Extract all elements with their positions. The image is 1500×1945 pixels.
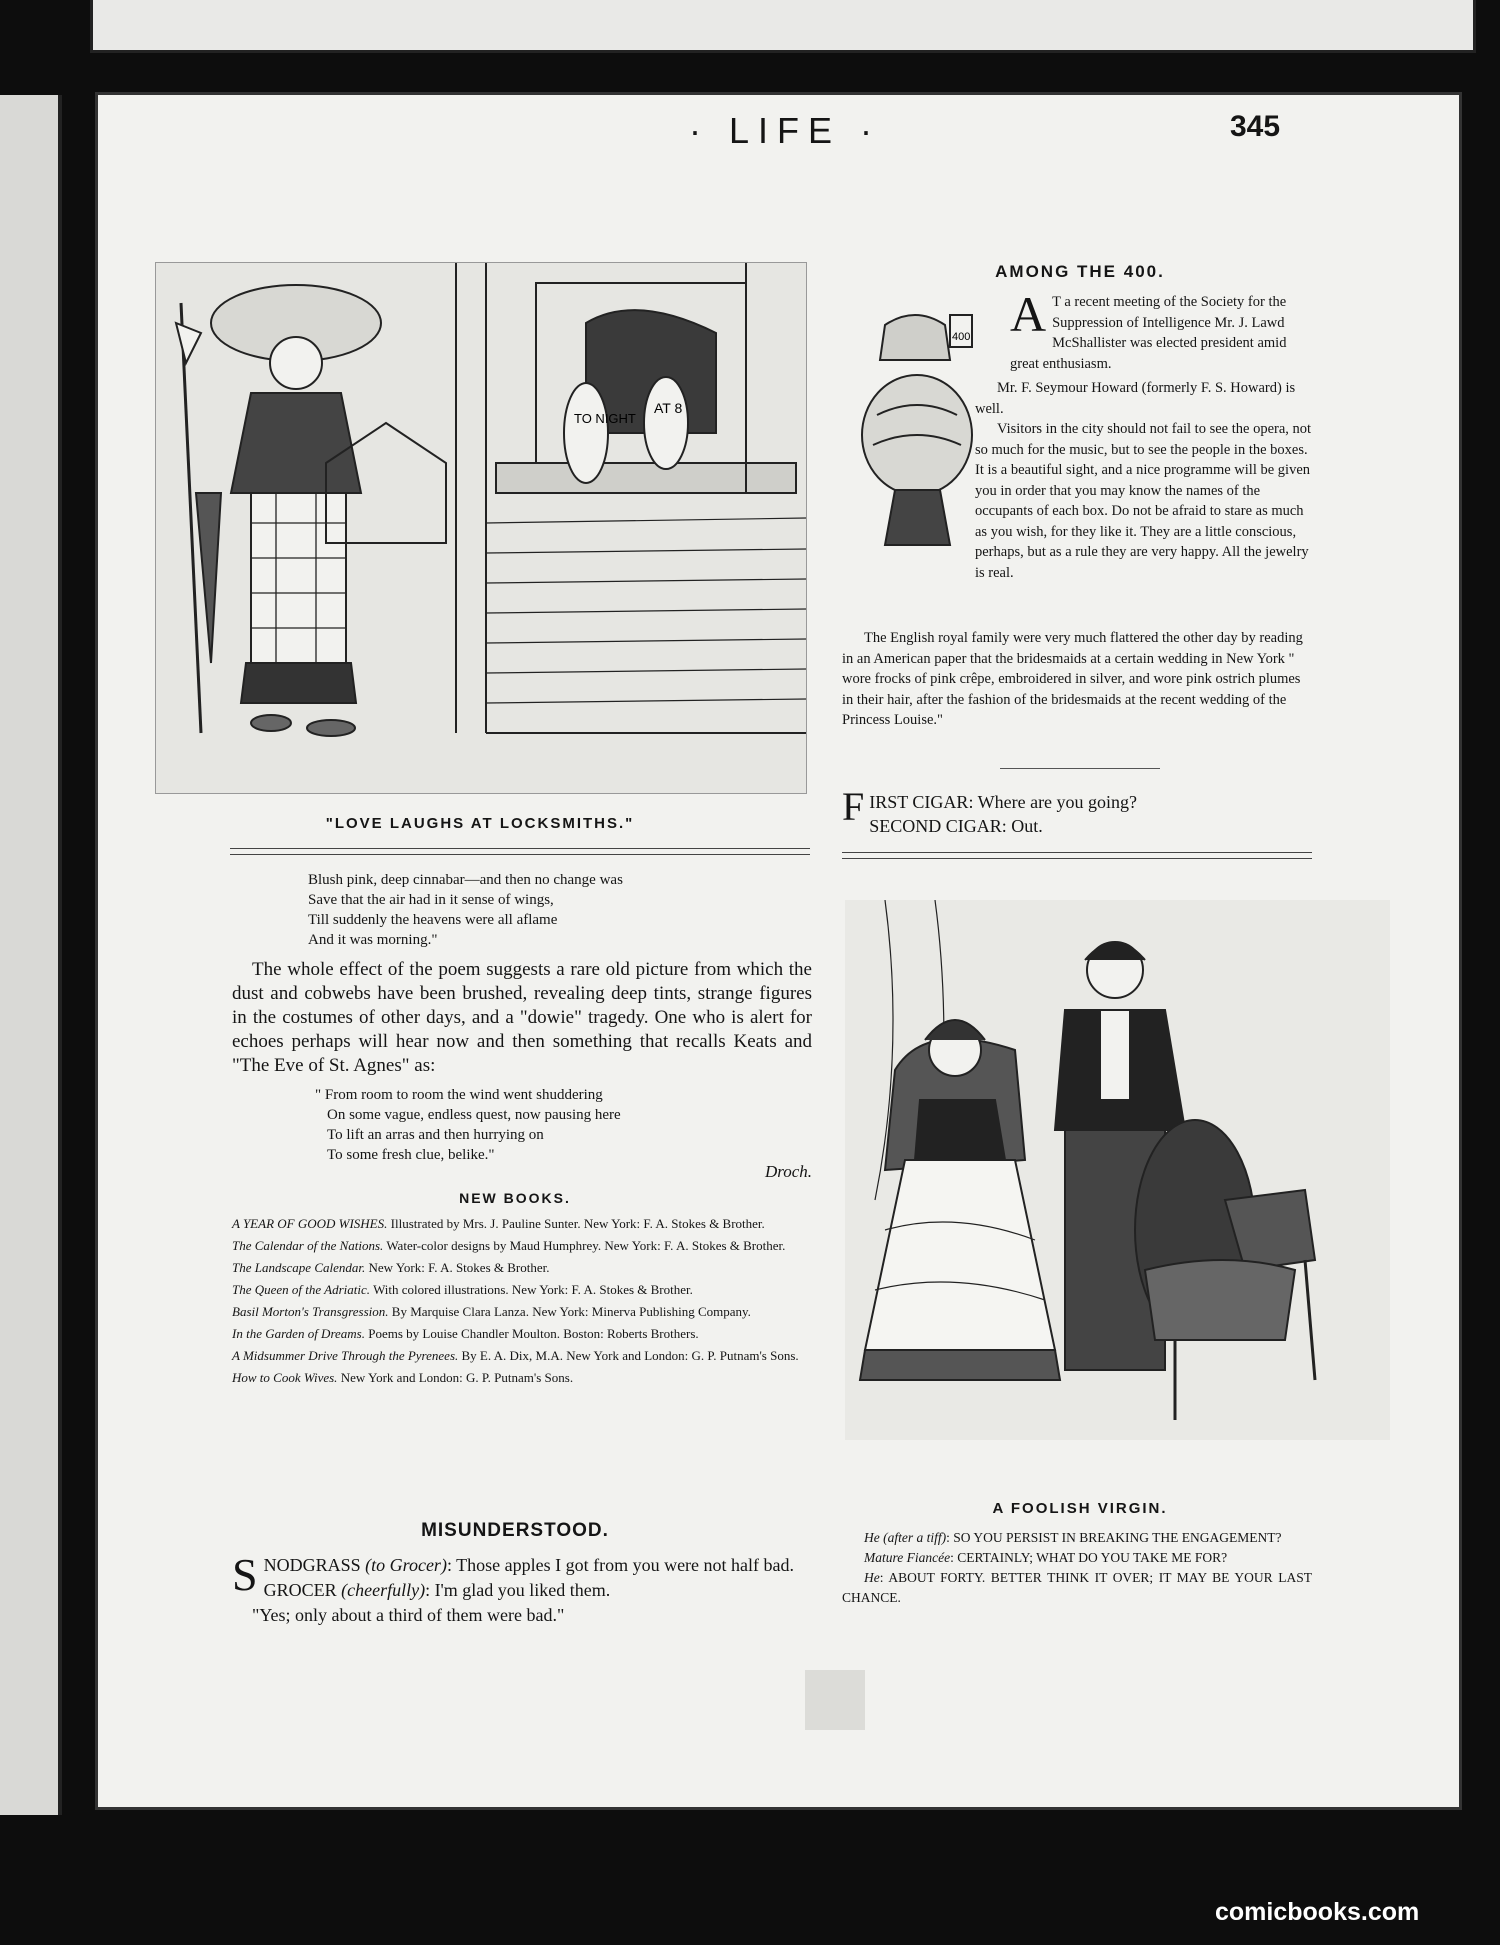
sign-at-8: AT 8 bbox=[654, 400, 683, 416]
adjacent-page-left bbox=[0, 95, 62, 1815]
rule-left-1 bbox=[230, 848, 810, 855]
book-item: In the Garden of Dreams. Poems by Louise Chandler Moulton. Boston: Roberts Brothers. bbox=[232, 1326, 699, 1341]
drop-cap-a: A bbox=[1010, 286, 1047, 342]
book-item: How to Cook Wives. New York and London: G. P. Putnam's Sons. bbox=[232, 1370, 574, 1385]
fv-line-1: He (after a tiff): SO YOU PERSIST IN BREAKING THE ENGAGEMENT? bbox=[864, 1530, 1282, 1545]
book-item: The Landscape Calendar. New York: F. A. Stokes & Brother. bbox=[232, 1260, 550, 1275]
book-item: The Queen of the Adriatic. With colored illustrations. New York: F. A. Stokes & Brother. bbox=[232, 1282, 693, 1297]
among-400-text-bottom bbox=[842, 628, 1312, 731]
among-400-p2: Mr. F. Seymour Howard (formerly F. S. Howard) is well. bbox=[975, 380, 1296, 417]
among-400-text-main bbox=[975, 378, 1312, 583]
review-body: The whole effect of the poem suggests a rare old picture from which the dust and cobwebs have been brushed, revealing deep tints, strange figures in the costumes of other days, and a "dowie" tragedy. One who is alert for echoes perhaps will hear now and then something that recalls Keats and "The Eve of St. Agnes" as: bbox=[232, 959, 812, 1076]
helmet-drawing bbox=[855, 305, 985, 555]
review-signature: Droch. bbox=[764, 1162, 812, 1181]
masthead: · LIFE · bbox=[688, 110, 881, 151]
foolish-virgin-dialogue bbox=[842, 1528, 1312, 1608]
book-item: A Midsummer Drive Through the Pyrenees. By E. A. Dix, M.A. New York and London: G. P. Putnam's Sons. bbox=[232, 1348, 799, 1363]
poem-2: " From room to room the wind went shuddering On some vague, endless quest, now pausing here To lift an arras and then hurrying on To some fresh clue, belike." bbox=[315, 1087, 621, 1163]
book-item: The Calendar of the Nations. Water-color designs by Maud Humphrey. New York: F. A. Stokes & Brother. bbox=[232, 1238, 786, 1253]
misunderstood-line-1: S NODGRASS (to Grocer): Those apples I got from you were not half bad. bbox=[232, 1549, 795, 1600]
book-item: Basil Morton's Transgression. By Marquise Clara Lanza. New York: Minerva Publishing Company. bbox=[232, 1304, 751, 1319]
caption-locksmiths: "LOVE LAUGHS AT LOCKSMITHS." bbox=[325, 815, 635, 832]
fv-line-3: He: ABOUT FORTY. BETTER THINK IT OVER; IT MAY BE YOUR LAST CHANCE. bbox=[842, 1570, 1312, 1605]
page-number: 345 bbox=[1230, 110, 1281, 143]
cigar-line-1: IRST CIGAR: Where are you going? bbox=[869, 792, 1138, 812]
adjacent-page-top bbox=[90, 0, 1476, 53]
poem-1: Blush pink, deep cinnabar—and then no change was Save that the air had in it sense of wings, Till suddenly the heavens were all aflame And it was morning." bbox=[308, 872, 623, 948]
misunderstood-title: MISUNDERSTOOD. bbox=[421, 1520, 609, 1541]
misunderstood-line-2: GROCER (cheerfully): I'm glad you liked them. bbox=[263, 1580, 611, 1600]
misunderstood-dialogue bbox=[232, 1549, 812, 1628]
helmet-illustration bbox=[855, 305, 985, 555]
cigar-joke bbox=[842, 784, 1312, 838]
drop-cap-s: S bbox=[232, 1549, 258, 1600]
illustration-foolish-virgin bbox=[845, 900, 1390, 1440]
among-400-p4: The English royal family were very much flattered the other day by reading in an American paper that the bridesmaids at a certain wedding in New York " wore frocks of pink crêpe, embroidered in silver, and wore pink ostrich plumes in their hair, after the fashion of the bridesmaids at the recent wedding of the Princess Louise." bbox=[842, 630, 1303, 728]
drop-cap-f: F bbox=[842, 784, 865, 829]
rule-right-1 bbox=[842, 852, 1312, 859]
among-400-title: AMONG THE 400. bbox=[995, 262, 1165, 281]
paper-stain bbox=[805, 1670, 865, 1730]
caption-foolish-virgin: A FOOLISH VIRGIN. bbox=[992, 1500, 1168, 1517]
misunderstood-line-3: "Yes; only about a third of them were bad." bbox=[252, 1605, 565, 1625]
fv-line-2: Mature Fiancée: CERTAINLY; WHAT DO YOU TAKE ME FOR? bbox=[864, 1550, 1228, 1565]
cartoon-locksmiths-drawing bbox=[156, 263, 806, 793]
new-books-list bbox=[232, 1216, 812, 1392]
cartoon-locksmiths bbox=[155, 262, 807, 794]
badge-400: 400 bbox=[952, 331, 971, 343]
book-item: A YEAR OF GOOD WISHES. Illustrated by Mrs. J. Pauline Sunter. New York: F. A. Stokes & Brother. bbox=[232, 1216, 765, 1231]
foolish-virgin-drawing bbox=[845, 900, 1390, 1440]
watermark: comicbooks.com bbox=[1215, 1898, 1420, 1926]
among-400-p1: T a recent meeting of the Society for the Suppression of Intelligence Mr. J. Lawd McShallister was elected president amid great enthusiasm. bbox=[1010, 294, 1287, 372]
sign-to-night: TO NIGHT bbox=[574, 411, 636, 426]
rule-right-short bbox=[1000, 768, 1160, 769]
among-400-p3: Visitors in the city should not fail to see the opera, not so much for the music, but to see the people in the boxes. It is a beautiful sight, and a nice programme will be given you in order that you may know the names of the occupants of each box. Do not be afraid to stare as much as you wish, for they like it. They are a little conscious, perhaps, but as a rule they are very happy. All the jewelry is real. bbox=[975, 421, 1312, 581]
new-books-title: NEW BOOKS. bbox=[459, 1190, 571, 1206]
among-400-text-top bbox=[1010, 286, 1312, 374]
cigar-line-2: SECOND CIGAR: Out. bbox=[869, 816, 1043, 836]
